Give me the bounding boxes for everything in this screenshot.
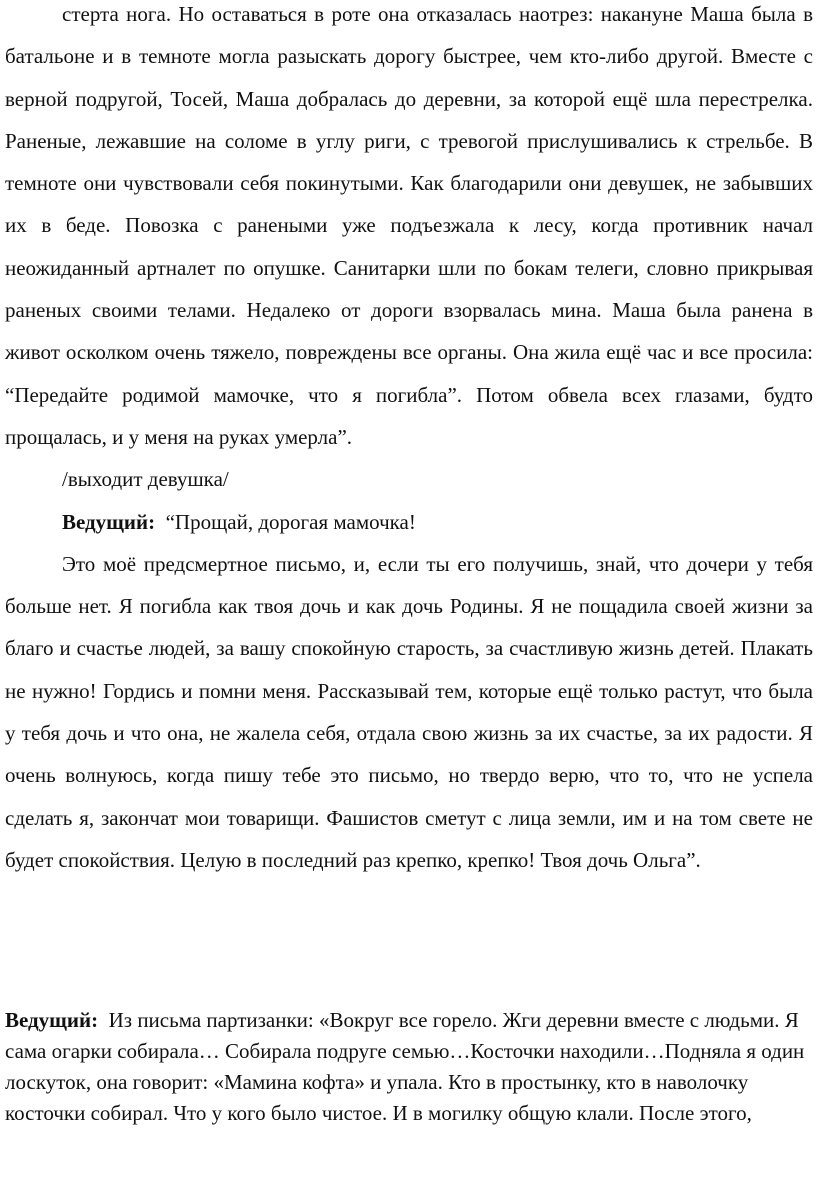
paragraph-letter: Это моё предсмертное письмо, и, если ты его получишь, знай, что дочери у тебя больше нет. Я погибла как твоя дочь и как дочь Родины. Я не пощадила своей жизни за благо и счастье людей, за вашу спокойную старость, за счастливую жизнь детей. Плакать не нужно! Гордись и помни меня. Рассказывай тем, которые ещё только растут, что была у тебя дочь и что она, не жалела себя, отдала свою жизнь за их счастье, за их радости. Я очень волнуюсь, когда пишу тебе это письмо, но твердо верю, что то, что не успела сделать я, закончат мои товарищи. Фашистов сметут с лица земли, им и на том свете не будет спокойствия. Целую в последний раз крепко, крепко! Твоя дочь Ольга”. [5, 551, 813, 872]
speaker-label: Ведущий: [5, 1008, 99, 1032]
farewell-greeting: “Прощай, дорогая мамочка! [165, 509, 416, 534]
paragraph-story: стерта нога. Но оставаться в роте она отказалась наотрез: накануне Маша была в батальоне и в темноте могла разыскать дорогу быстрее, чем кто-либо другой. Вместе с верной подругой, Тосей, Маша добралась до деревни, за которой ещё шла перестрелка. Раненые, лежавшие на соломе в углу риги, с тревогой прислушивались к стрельбе. В темноте они чувствовали себя покинутыми. Как благодарили они девушек, не забывших их в беде. Повозка с ранеными уже подъезжала к лесу, когда противник начал неожиданный артналет по опушке. Санитарки шли по бокам телеги, словно прикрывая раненых своими телами. Недалеко от дороги взорвалась мина. Маша была ранена в живот осколком очень тяжело, повреждены все органы. Она жила ещё час и все просила: “Передайте родимой мамочке, что я погибла”. Потом обвела всех глазами, будто прощалась, и у меня на руках умерла”. [5, 2, 813, 449]
main-text-block [5, 0, 813, 881]
speaker-label: Ведущий: [62, 509, 156, 534]
partisan-letter-block [5, 1005, 813, 1129]
stage-direction: /выходит девушка/ [62, 467, 229, 492]
partisan-letter-text: Из письма партизанки: «Вокруг все горело. Жги деревни вместе с людьми. Я сама огарки собирала… Собирала подруге семью…Косточки находили…Подняла я один лоскуток, она говорит: «Мамина кофта» и упала. Кто в простынку, кто в наволочку косточки собирал. Что у кого было чистое. И в могилку общую клали. После этого, [5, 1008, 805, 1125]
paragraph-partisan-letter [5, 1005, 813, 1129]
paragraph-host-farewell [5, 501, 813, 543]
